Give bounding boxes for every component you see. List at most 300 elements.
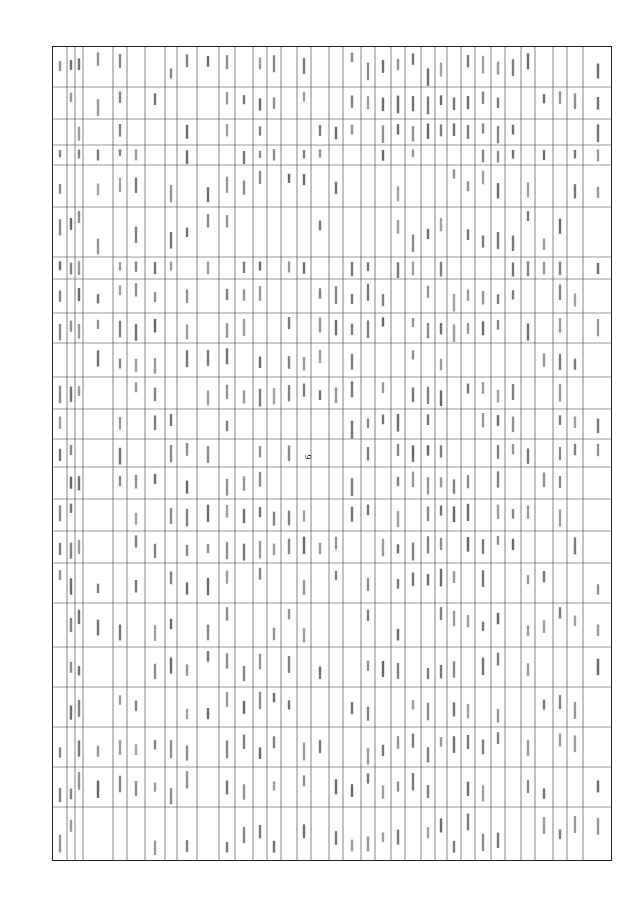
cell-text-mark — [453, 324, 455, 342]
cell-text-mark — [207, 505, 209, 522]
cell-text-mark — [186, 481, 188, 494]
cell-text-mark — [186, 509, 188, 527]
cell-text-mark — [259, 286, 261, 301]
cell-text-mark — [70, 93, 72, 102]
cell-text-mark — [243, 827, 245, 843]
cell-text-mark — [303, 174, 305, 185]
cell-text-mark — [543, 150, 545, 160]
cell-text-mark — [119, 776, 121, 793]
cell-text-mark — [70, 820, 72, 832]
cell-text-mark — [497, 833, 499, 848]
cell-text-mark — [243, 666, 245, 681]
cell-text-mark — [207, 625, 209, 641]
cell-text-mark — [440, 390, 442, 406]
cell-text-mark — [427, 414, 429, 425]
cell-text-mark — [453, 506, 455, 522]
cell-text-mark — [273, 388, 275, 404]
cell-text-mark — [186, 350, 188, 367]
cell-text-mark — [453, 123, 455, 136]
cell-text-mark — [70, 60, 72, 70]
cell-text-mark — [497, 98, 499, 108]
cell-text-mark — [497, 62, 499, 75]
cell-text-mark — [382, 317, 384, 326]
cell-text-mark — [597, 780, 599, 792]
cell-text-mark — [135, 283, 137, 296]
cell-text-mark — [97, 99, 99, 116]
cell-text-mark — [59, 219, 61, 235]
cell-text-mark — [186, 290, 188, 303]
cell-text-mark — [135, 513, 137, 525]
cell-text-mark — [59, 835, 61, 853]
cell-text-mark — [397, 444, 399, 456]
cell-text-mark — [597, 149, 599, 161]
cell-text-mark — [259, 747, 261, 758]
cell-text-mark — [288, 317, 290, 329]
cell-text-mark — [412, 773, 414, 791]
cell-text-mark — [382, 786, 384, 799]
cell-text-mark — [351, 784, 353, 797]
cell-text-mark — [467, 181, 469, 191]
cell-text-mark — [207, 56, 209, 67]
cell-text-mark — [59, 416, 61, 428]
cell-text-mark — [440, 262, 442, 277]
cell-text-mark — [154, 93, 156, 105]
cell-text-mark — [497, 151, 499, 163]
cell-text-mark — [135, 382, 137, 392]
cell-text-mark — [119, 359, 121, 369]
cell-text-mark — [207, 214, 209, 227]
cell-text-mark — [559, 607, 561, 618]
cell-text-mark — [412, 53, 414, 64]
cell-text-mark — [482, 291, 484, 305]
cell-text-mark — [154, 544, 156, 558]
cell-text-mark — [226, 479, 228, 496]
cell-text-mark — [559, 318, 561, 332]
cell-text-mark — [259, 357, 261, 368]
cell-text-mark — [78, 476, 80, 490]
cell-text-mark — [186, 745, 188, 760]
cell-text-mark — [303, 357, 305, 371]
cell-text-mark — [412, 261, 414, 275]
cell-text-mark — [382, 60, 384, 73]
cell-text-mark — [259, 568, 261, 580]
cell-text-mark — [226, 92, 228, 105]
cell-text-mark — [259, 151, 261, 158]
cell-text-mark — [482, 834, 484, 851]
cell-text-mark — [186, 324, 188, 339]
cell-text-mark — [226, 323, 228, 338]
cell-text-mark — [367, 284, 369, 301]
cell-text-mark — [335, 779, 337, 794]
cell-text-mark — [303, 537, 305, 554]
cell-text-mark — [512, 125, 514, 135]
cell-text-mark — [170, 445, 172, 462]
cell-text-mark — [70, 263, 72, 275]
cell-text-mark — [482, 382, 484, 394]
cell-text-mark — [367, 63, 369, 81]
cell-text-mark — [527, 211, 529, 221]
cell-text-mark — [497, 126, 499, 143]
cell-text-mark — [273, 149, 275, 160]
cell-text-mark — [186, 54, 188, 67]
cell-text-mark — [497, 471, 499, 487]
cell-text-mark — [440, 95, 442, 105]
cell-text-mark — [482, 539, 484, 554]
cell-text-mark — [226, 289, 228, 300]
cell-text-mark — [119, 262, 121, 270]
cell-text-mark — [559, 476, 561, 488]
cell-text-mark — [467, 537, 469, 552]
cell-text-mark — [453, 611, 455, 626]
cell-text-mark — [135, 744, 137, 755]
cell-text-mark — [59, 449, 61, 461]
cell-text-mark — [574, 416, 576, 427]
cell-text-mark — [597, 64, 599, 79]
cell-text-mark — [243, 290, 245, 301]
cell-text-mark — [273, 97, 275, 108]
cell-text-mark — [319, 317, 321, 332]
cell-text-mark — [135, 475, 137, 489]
cell-text-mark — [559, 91, 561, 104]
cell-text-mark — [597, 659, 599, 675]
cell-text-mark — [397, 629, 399, 641]
cell-text-mark — [497, 320, 499, 330]
cell-text-mark — [397, 511, 399, 527]
page-number: 6 — [303, 454, 314, 460]
cell-text-mark — [243, 95, 245, 104]
cell-text-mark — [259, 507, 261, 517]
cell-text-mark — [559, 447, 561, 460]
cell-text-mark — [273, 512, 275, 526]
cell-text-mark — [170, 508, 172, 524]
cell-text-mark — [574, 150, 576, 159]
cell-text-mark — [351, 702, 353, 714]
cell-text-mark — [543, 472, 545, 487]
cell-text-mark — [135, 178, 137, 193]
cell-text-mark — [70, 543, 72, 559]
cell-text-mark — [543, 239, 545, 250]
cell-text-mark — [497, 294, 499, 304]
cell-text-mark — [70, 578, 72, 594]
cell-text-mark — [497, 183, 499, 198]
cell-text-mark — [382, 150, 384, 161]
cell-text-mark — [135, 261, 137, 271]
cell-text-mark — [427, 387, 429, 404]
cell-text-mark — [59, 747, 61, 757]
cell-text-mark — [427, 445, 429, 455]
cell-text-mark — [119, 124, 121, 137]
cell-text-mark — [243, 319, 245, 336]
cell-text-mark — [559, 829, 561, 839]
cell-text-mark — [527, 780, 529, 793]
cell-text-mark — [497, 709, 499, 723]
cell-text-mark — [512, 509, 514, 518]
cell-text-mark — [351, 95, 353, 107]
cell-text-mark — [574, 537, 576, 554]
cell-text-mark — [135, 580, 137, 592]
cell-text-mark — [335, 571, 337, 580]
cell-text-mark — [303, 58, 305, 74]
cell-text-mark — [259, 98, 261, 110]
cell-text-mark — [427, 506, 429, 521]
cell-text-mark — [382, 832, 384, 842]
cell-text-mark — [273, 693, 275, 702]
cell-text-mark — [427, 96, 429, 114]
cell-text-mark — [70, 705, 72, 719]
cell-text-mark — [186, 150, 188, 164]
cell-text-mark — [78, 741, 80, 757]
cell-text-mark — [78, 58, 80, 70]
cell-text-mark — [78, 261, 80, 275]
cell-text-mark — [154, 358, 156, 374]
cell-text-mark — [59, 788, 61, 802]
cell-text-mark — [154, 415, 156, 430]
cell-text-mark — [207, 390, 209, 405]
cell-text-mark — [574, 702, 576, 719]
cell-text-mark — [59, 386, 61, 404]
cell-text-mark — [170, 262, 172, 271]
cell-text-mark — [226, 740, 228, 758]
cell-text-mark — [427, 229, 429, 239]
cell-text-mark — [243, 262, 245, 273]
cell-text-mark — [412, 126, 414, 141]
cell-text-mark — [226, 607, 228, 621]
cell-text-mark — [97, 149, 99, 160]
cell-text-mark — [440, 445, 442, 457]
cell-text-mark — [543, 571, 545, 582]
cell-text-mark — [170, 788, 172, 804]
cell-text-mark — [78, 324, 80, 338]
cell-text-mark — [303, 150, 305, 158]
cell-text-mark — [70, 321, 72, 332]
cell-text-mark — [527, 626, 529, 636]
cell-text-mark — [170, 571, 172, 584]
cell-text-mark — [559, 733, 561, 746]
cell-text-mark — [412, 149, 414, 157]
cell-text-mark — [440, 737, 442, 746]
cell-text-mark — [453, 661, 455, 677]
cell-text-mark — [440, 63, 442, 77]
cell-text-mark — [440, 506, 442, 516]
cell-text-mark — [351, 478, 353, 496]
cell-text-mark — [440, 359, 442, 371]
cell-text-mark — [119, 695, 121, 704]
cell-text-mark — [482, 785, 484, 801]
cell-text-mark — [397, 830, 399, 845]
cell-text-mark — [259, 446, 261, 457]
cell-text-mark — [119, 92, 121, 104]
cell-text-mark — [319, 390, 321, 400]
cell-text-mark — [135, 781, 137, 796]
cell-text-mark — [597, 263, 599, 274]
cell-text-mark — [427, 124, 429, 139]
cell-text-mark — [574, 735, 576, 752]
cell-text-mark — [412, 572, 414, 586]
cell-text-mark — [512, 290, 514, 299]
cell-text-mark — [226, 842, 228, 852]
cell-text-mark — [482, 413, 484, 427]
cell-text-mark — [482, 171, 484, 184]
cell-text-mark — [467, 814, 469, 831]
cell-text-mark — [512, 539, 514, 550]
cell-text-mark — [78, 666, 80, 675]
cell-text-mark — [170, 657, 172, 673]
cell-text-mark — [351, 354, 353, 369]
cell-text-mark — [59, 324, 61, 340]
cell-text-mark — [412, 472, 414, 488]
cell-text-mark — [482, 235, 484, 247]
cell-text-mark — [243, 180, 245, 194]
cell-text-mark — [303, 580, 305, 595]
cell-text-mark — [543, 817, 545, 834]
cell-text-mark — [207, 446, 209, 463]
cell-text-mark — [382, 415, 384, 425]
cell-text-mark — [273, 55, 275, 72]
cell-text-mark — [497, 505, 499, 519]
cell-text-mark — [397, 663, 399, 679]
cell-text-mark — [367, 262, 369, 271]
cell-text-mark — [207, 350, 209, 366]
cell-text-mark — [574, 359, 576, 370]
cell-text-mark — [154, 262, 156, 274]
cell-text-mark — [288, 656, 290, 673]
cell-text-mark — [78, 288, 80, 301]
cell-text-mark — [367, 773, 369, 783]
cell-text-mark — [319, 125, 321, 136]
cell-text-mark — [367, 661, 369, 671]
cell-text-mark — [467, 323, 469, 334]
cell-text-mark — [440, 538, 442, 550]
cell-text-mark — [226, 542, 228, 560]
cell-text-mark — [497, 613, 499, 624]
cell-text-mark — [78, 386, 80, 396]
cell-text-mark — [259, 57, 261, 69]
cell-text-mark — [559, 354, 561, 370]
cell-text-mark — [97, 239, 99, 255]
cell-text-mark — [273, 841, 275, 853]
cell-text-mark — [382, 382, 384, 393]
cell-text-mark — [453, 702, 455, 716]
cell-text-mark — [351, 262, 353, 276]
cell-text-mark — [427, 703, 429, 721]
cell-text-mark — [467, 615, 469, 627]
cell-text-mark — [559, 384, 561, 401]
cell-text-mark — [186, 771, 188, 788]
cell-text-mark — [207, 187, 209, 202]
cell-text-mark — [170, 232, 172, 249]
cell-text-mark — [512, 417, 514, 433]
cell-text-mark — [78, 127, 80, 141]
cell-text-mark — [154, 388, 156, 401]
cell-text-mark — [367, 96, 369, 109]
cell-text-mark — [440, 607, 442, 620]
cell-text-mark — [97, 320, 99, 329]
cell-text-mark — [59, 505, 61, 521]
cell-text-mark — [427, 323, 429, 338]
cell-text-mark — [135, 701, 137, 712]
cell-text-mark — [59, 570, 61, 580]
cell-text-mark — [226, 348, 228, 364]
cell-text-mark — [440, 323, 442, 334]
cell-text-mark — [303, 824, 305, 838]
cell-text-mark — [453, 736, 455, 753]
cell-text-mark — [186, 125, 188, 139]
cell-text-mark — [207, 708, 209, 719]
cell-text-mark — [135, 535, 137, 547]
cell-text-mark — [467, 475, 469, 488]
cell-text-mark — [427, 668, 429, 679]
cell-text-mark — [351, 53, 353, 62]
cell-text-mark — [97, 183, 99, 195]
cell-text-mark — [288, 539, 290, 555]
cell-text-mark — [243, 701, 245, 714]
cell-text-mark — [119, 625, 121, 641]
cell-text-mark — [382, 294, 384, 306]
cell-text-mark — [243, 735, 245, 750]
cell-text-mark — [597, 418, 599, 433]
cell-text-mark — [382, 98, 384, 111]
cell-text-mark — [453, 169, 455, 178]
cell-text-mark — [154, 782, 156, 791]
cell-text-mark — [335, 127, 337, 139]
cell-text-mark — [482, 570, 484, 587]
cell-text-mark — [367, 504, 369, 515]
cell-text-mark — [543, 94, 545, 103]
cell-text-mark — [303, 743, 305, 761]
cell-text-mark — [440, 569, 442, 587]
cell-text-mark — [497, 732, 499, 744]
cell-text-mark — [543, 353, 545, 367]
cell-text-mark — [119, 740, 121, 755]
cell-text-mark — [119, 417, 121, 429]
cell-text-mark — [397, 736, 399, 748]
cell-text-mark — [559, 262, 561, 276]
cell-text-mark — [154, 474, 156, 484]
cell-text-mark — [440, 477, 442, 487]
cell-text-mark — [367, 320, 369, 338]
cell-text-mark — [154, 664, 156, 679]
cell-text-mark — [482, 150, 484, 163]
cell-text-mark — [597, 124, 599, 142]
cell-text-mark — [186, 709, 188, 719]
cell-text-mark — [186, 582, 188, 594]
cell-text-mark — [597, 584, 599, 594]
cell-text-mark — [574, 93, 576, 109]
cell-text-mark — [303, 775, 305, 786]
cell-text-mark — [351, 294, 353, 304]
cell-text-mark — [482, 56, 484, 74]
cell-text-mark — [243, 390, 245, 403]
cell-text-mark — [119, 285, 121, 295]
cell-text-mark — [319, 543, 321, 554]
cell-text-mark — [412, 235, 414, 253]
cell-text-mark — [70, 789, 72, 800]
cell-text-mark — [119, 178, 121, 192]
cell-text-mark — [367, 748, 369, 764]
cell-text-mark — [412, 318, 414, 327]
cell-text-mark — [397, 579, 399, 589]
cell-text-mark — [482, 658, 484, 676]
cell-text-mark — [288, 700, 290, 709]
cell-text-mark — [319, 149, 321, 158]
cell-text-mark — [303, 92, 305, 102]
cell-text-mark — [70, 477, 72, 489]
cell-text-mark — [453, 571, 455, 583]
cell-text-mark — [186, 840, 188, 852]
cell-text-mark — [273, 781, 275, 790]
cell-text-mark — [397, 220, 399, 234]
cell-text-mark — [397, 186, 399, 201]
